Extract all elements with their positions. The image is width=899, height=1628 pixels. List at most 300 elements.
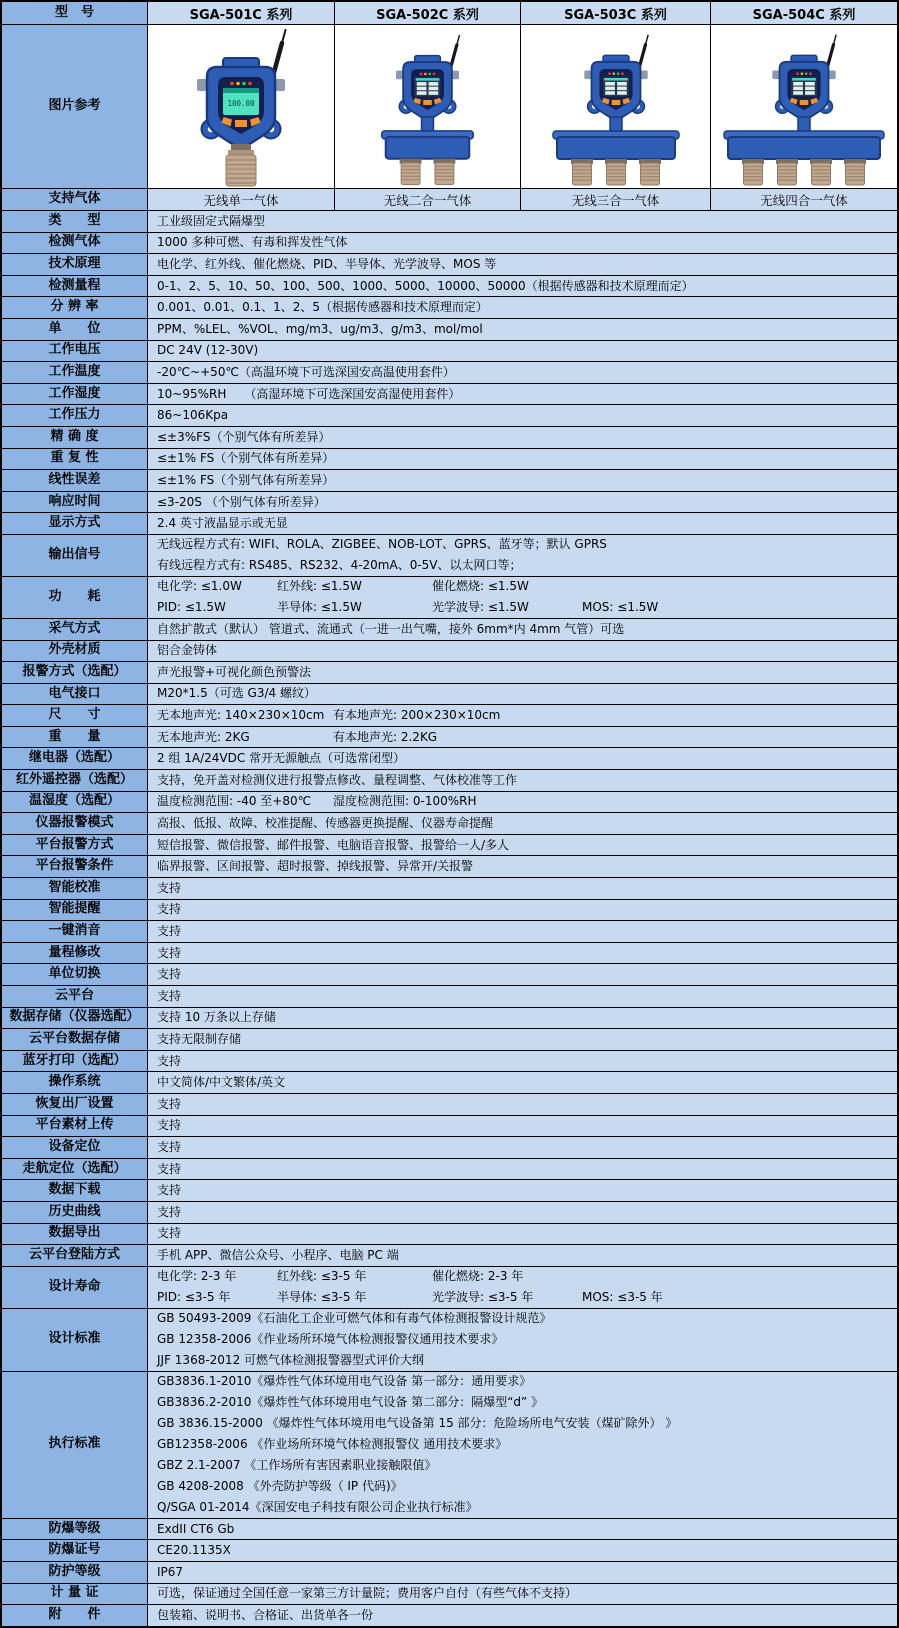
value-line [157, 1029, 897, 1050]
value-segment: 支持 [157, 1161, 182, 1176]
supported-gas-2: 无线二合一气体 [335, 189, 521, 210]
value-segment: 10~95%RH （高湿环境下可选深国安高湿使用套件） [157, 386, 461, 401]
value-line [157, 1072, 897, 1093]
value-segment: ≤±3%FS（个别气体有所差异） [157, 429, 331, 444]
value-line [157, 276, 897, 297]
spec-row [2, 534, 897, 576]
value-line [157, 683, 897, 704]
row-value [148, 1159, 897, 1180]
value-segment: ≤3-20S （个别气体有所差异） [157, 494, 326, 509]
value-segment: 支持 [157, 924, 182, 939]
value-line [157, 1413, 897, 1434]
spec-row [2, 576, 897, 618]
row-value [148, 492, 897, 513]
row-value [148, 900, 897, 921]
row-value [148, 641, 897, 662]
row-value [148, 1519, 897, 1540]
row-label: 云平台登陆方式 [2, 1245, 148, 1266]
value-line [157, 492, 897, 513]
row-value [148, 513, 897, 534]
row-label: 数据下载 [2, 1180, 148, 1201]
row-value [148, 1309, 897, 1371]
row-label: 输出信号 [2, 535, 148, 576]
value-segment: ≤±1% FS（个别气体有所差异） [157, 472, 335, 487]
value-segment: 电化学: ≤1.0W [157, 579, 242, 594]
value-line [157, 1115, 897, 1136]
row-label: 单 位 [2, 319, 148, 340]
row-label: 温湿度（选配） [2, 792, 148, 813]
value-segment: -20℃~+50℃（高温环境下可选深国安高温使用套件） [157, 364, 455, 379]
row-label: 历史曲线 [2, 1202, 148, 1223]
row-value [148, 1008, 897, 1029]
product-image-SGA-501C [148, 25, 335, 188]
value-line [157, 232, 897, 253]
row-value [148, 1180, 897, 1201]
row-value [148, 1137, 897, 1158]
value-segment: 支持 [157, 902, 182, 917]
value-segment: 支持 10 万条以上存储 [157, 1010, 276, 1025]
value-segment: 半导体: ≤3-5 年 [277, 1290, 367, 1305]
row-label: 报警方式（选配） [2, 662, 148, 683]
value-segment: GB3836.2-2010《爆炸性气体环境用电气设备 第二部分：隔爆型“d” 》 [157, 1395, 544, 1410]
spec-row [2, 704, 897, 726]
value-line [157, 943, 897, 964]
value-segment: 2 组 1A/24VDC 常开无源触点（可选常闭型） [157, 751, 406, 766]
spec-row [2, 1179, 897, 1201]
value-segment: 手机 APP、微信公众号、小程序、电脑 PC 端 [157, 1247, 399, 1262]
row-label: 尺 寸 [2, 705, 148, 726]
spec-row [2, 747, 897, 769]
row-value [148, 362, 897, 383]
product-photo-SGA-501C [148, 27, 334, 187]
value-segment: 催化燃烧: ≤1.5W [432, 579, 529, 594]
value-line [157, 1094, 897, 1115]
value-segment: 红外线: ≤3-5 年 [277, 1269, 367, 1284]
value-segment: 支持 [157, 1183, 182, 1198]
value-segment: 声光报警+可视化颜色预警法 [157, 664, 312, 679]
value-segment: M20*1.5（可选 G3/4 螺纹） [157, 686, 316, 701]
value-segment: 支持 [157, 988, 182, 1003]
spec-row [2, 899, 897, 921]
value-segment: JJF 1368-2012 可燃气体检测报警器型式评价大纲 [157, 1353, 425, 1368]
row-label: 防爆证号 [2, 1540, 148, 1561]
row-label: 采气方式 [2, 619, 148, 640]
value-line [157, 1287, 897, 1308]
model-header-4: SGA-504C 系列 [711, 2, 897, 24]
value-segment: GB 3836.15-2000 《爆炸性气体环境用电气设备第 15 部分：危险场所电气安装（煤矿除外） 》 [157, 1416, 678, 1431]
value-segment: MOS: ≤1.5W [582, 600, 659, 615]
value-line [157, 405, 897, 426]
value-segment: 工业级固定式隔爆型 [157, 213, 266, 228]
model-header-label: 型 号 [2, 2, 148, 24]
value-segment: 支持 [157, 1053, 182, 1068]
row-label: 检测气体 [2, 233, 148, 254]
value-segment: 电化学、红外线、催化燃烧、PID、半导体、光学波导、MOS 等 [157, 256, 497, 271]
row-label: 量程修改 [2, 943, 148, 964]
spec-row [2, 1071, 897, 1093]
product-photo-SGA-504C [711, 27, 897, 187]
row-value [148, 405, 897, 426]
row-value [148, 986, 897, 1007]
spec-row [2, 1007, 897, 1029]
spec-row [2, 920, 897, 942]
value-line [157, 362, 897, 383]
model-header-1: SGA-501C 系列 [148, 2, 335, 24]
row-label: 执行标准 [2, 1372, 148, 1518]
value-segment: 有本地声光: 200×230×10cm [333, 708, 501, 723]
spec-row [2, 812, 897, 834]
value-line [157, 662, 897, 683]
row-value [148, 878, 897, 899]
value-line [157, 1308, 897, 1329]
row-value [148, 943, 897, 964]
spec-row [2, 1604, 897, 1626]
value-line [157, 1583, 897, 1604]
value-line [157, 770, 897, 791]
value-line [157, 1137, 897, 1158]
value-line [157, 1051, 897, 1072]
spec-row [2, 340, 897, 362]
row-label: 设备定位 [2, 1137, 148, 1158]
row-value [148, 835, 897, 856]
value-segment: 支持 [157, 967, 182, 982]
image-row-label: 图片参考 [2, 25, 148, 188]
row-label: 计 量 证 [2, 1584, 148, 1605]
row-value [148, 684, 897, 705]
row-value [148, 1051, 897, 1072]
value-line [157, 1519, 897, 1540]
row-label: 智能提醒 [2, 900, 148, 921]
value-line [157, 1180, 897, 1201]
row-label: 附 件 [2, 1605, 148, 1626]
spec-row [2, 683, 897, 705]
row-value [148, 921, 897, 942]
value-segment: 支持 [157, 1118, 182, 1133]
value-line [157, 1540, 897, 1561]
row-value [148, 662, 897, 683]
spec-row [2, 1115, 897, 1137]
row-label: 操作系统 [2, 1072, 148, 1093]
value-segment: 包装箱、说明书、合格证、出货单各一份 [157, 1607, 374, 1622]
value-line [157, 576, 897, 597]
value-segment: GB 50493-2009《石油化工企业可燃气体和有毒气体检测报警设计规范》 [157, 1311, 552, 1326]
row-label: 分 辨 率 [2, 297, 148, 318]
value-segment: 无本地声光: 140×230×10cm [157, 708, 325, 723]
row-label: 数据存储（仪器选配） [2, 1008, 148, 1029]
value-line [157, 427, 897, 448]
row-label: 类 型 [2, 211, 148, 232]
row-value [148, 233, 897, 254]
value-line [157, 1350, 897, 1371]
row-value [148, 964, 897, 985]
value-segment: GB12358-2006 《作业场所环境气体检测报警仪 通用技术要求》 [157, 1437, 508, 1452]
value-segment: 支持 [157, 1226, 182, 1241]
spec-row [2, 1308, 897, 1371]
spec-row [2, 1244, 897, 1266]
spec-row [2, 210, 897, 232]
value-segment: 可选，保证通过全国任意一家第三方计量院；费用客户自付（有些气体不支持） [157, 1586, 578, 1601]
spec-row [2, 834, 897, 856]
value-line [157, 727, 897, 748]
supported-gas-1: 无线单一气体 [148, 189, 335, 210]
value-segment: 湿度检测范围: 0-100%RH [333, 794, 477, 809]
row-value [148, 341, 897, 362]
row-label: 重 复 性 [2, 449, 148, 470]
value-line [157, 1007, 897, 1028]
product-photo-SGA-503C [523, 27, 709, 187]
row-label: 技术原理 [2, 254, 148, 275]
value-line [157, 1392, 897, 1413]
value-segment: 光学波导: ≤1.5W [432, 600, 529, 615]
value-segment: 自然扩散式（默认） 管道式、流通式（一进一出气嘴，接外 6mm*内 4mm 气管）可选 [157, 621, 625, 636]
value-line [157, 899, 897, 920]
spec-row [2, 618, 897, 640]
row-label: 检测量程 [2, 276, 148, 297]
spec-row [2, 640, 897, 662]
spec-row [2, 726, 897, 748]
row-value [148, 470, 897, 491]
row-value [148, 427, 897, 448]
row-value [148, 748, 897, 769]
spec-row [2, 963, 897, 985]
value-segment: PID: ≤3-5 年 [157, 1290, 231, 1305]
row-label: 精 确 度 [2, 427, 148, 448]
row-value [148, 1372, 897, 1518]
product-image-row [2, 24, 897, 188]
value-line [157, 254, 897, 275]
value-segment: 有本地声光: 2.2KG [333, 729, 438, 744]
spec-row [2, 1583, 897, 1605]
value-segment: 无本地声光: 2KG [157, 729, 250, 744]
value-segment: 高报、低报、故障、校准提醒、传感器更换提醒、仪器寿命提醒 [157, 816, 494, 831]
value-line [157, 748, 897, 769]
row-label: 工作温度 [2, 362, 148, 383]
row-value [148, 1094, 897, 1115]
row-value [148, 1562, 897, 1583]
spec-row [2, 1223, 897, 1245]
row-value [148, 384, 897, 405]
value-line [157, 835, 897, 856]
value-segment: 催化燃烧: 2-3 年 [432, 1269, 524, 1284]
row-value [148, 705, 897, 726]
spec-row [2, 232, 897, 254]
header-row [2, 2, 897, 24]
value-segment: 无线远程方式有: WIFI、ROLA、ZIGBEE、NOB-LOT、GPRS、蓝牙等；默认 GPRS [157, 537, 607, 552]
value-segment: GBZ 2.1-2007 《工作场所有害因素职业接触限值》 [157, 1458, 437, 1473]
row-value [148, 856, 897, 877]
spec-row [2, 1266, 897, 1308]
row-label: 数据导出 [2, 1224, 148, 1245]
row-label: 平台报警方式 [2, 835, 148, 856]
model-header-2: SGA-502C 系列 [335, 2, 521, 24]
gas-row-label: 支持气体 [2, 189, 148, 210]
row-value [148, 211, 897, 232]
value-segment: 2.4 英寸液晶显示或无显 [157, 516, 288, 531]
value-segment: 支持 [157, 1139, 182, 1154]
spec-row [2, 275, 897, 297]
spec-row [2, 661, 897, 683]
row-label: 走航定位（选配） [2, 1159, 148, 1180]
spec-row [2, 1050, 897, 1072]
row-label: 蓝牙打印（选配） [2, 1051, 148, 1072]
value-line [157, 1605, 897, 1626]
row-label: 显示方式 [2, 513, 148, 534]
value-segment: 支持 [157, 945, 182, 960]
value-segment: CE20.1135X [157, 1543, 231, 1558]
row-value [148, 535, 897, 576]
spec-row [2, 1028, 897, 1050]
row-label: 防爆等级 [2, 1519, 148, 1540]
row-value [148, 1224, 897, 1245]
value-segment: 支持 [157, 880, 182, 895]
row-value [148, 1605, 897, 1626]
value-segment: 电化学: 2-3 年 [157, 1269, 237, 1284]
value-line [157, 555, 897, 576]
value-line [157, 791, 897, 812]
spec-row [2, 426, 897, 448]
row-value [148, 727, 897, 748]
spec-row [2, 1561, 897, 1583]
value-segment: 铝合金铸体 [157, 643, 218, 658]
value-line [157, 1329, 897, 1350]
value-line [157, 211, 897, 232]
row-value [148, 1267, 897, 1308]
row-value [148, 792, 897, 813]
row-label: 单位切换 [2, 964, 148, 985]
value-line [157, 1159, 897, 1180]
spec-row [2, 491, 897, 513]
spec-row [2, 985, 897, 1007]
supported-gas-3: 无线三合一气体 [521, 189, 711, 210]
value-segment: MOS: ≤3-5 年 [582, 1290, 663, 1305]
value-segment: Q/SGA 01-2014《深国安电子科技有限公司企业执行标准》 [157, 1500, 478, 1515]
value-segment: 1000 多种可燃、有毒和挥发性气体 [157, 235, 348, 250]
value-line [157, 878, 897, 899]
value-line [157, 964, 897, 985]
row-label: 设计寿命 [2, 1267, 148, 1308]
product-image-SGA-503C [521, 25, 711, 188]
spec-row [2, 1201, 897, 1223]
value-line [157, 1562, 897, 1583]
spec-row [2, 942, 897, 964]
value-line [157, 597, 897, 618]
row-label: 设计标准 [2, 1309, 148, 1371]
value-segment: 半导体: ≤1.5W [277, 600, 362, 615]
value-segment: ExdII CT6 Gb [157, 1521, 235, 1536]
value-line [157, 856, 897, 877]
row-value [148, 1029, 897, 1050]
spec-row [2, 318, 897, 340]
row-value [148, 619, 897, 640]
row-value [148, 449, 897, 470]
spec-row [2, 769, 897, 791]
value-line [157, 340, 897, 361]
row-label: 线性误差 [2, 470, 148, 491]
row-label: 云平台 [2, 986, 148, 1007]
spec-row [2, 253, 897, 275]
product-image-SGA-502C [335, 25, 521, 188]
row-value [148, 297, 897, 318]
spec-row [2, 1136, 897, 1158]
row-value [148, 1584, 897, 1605]
value-line [157, 813, 897, 834]
value-segment: PID: ≤1.5W [157, 600, 226, 615]
spec-row [2, 1158, 897, 1180]
row-value [148, 577, 897, 618]
row-label: 红外遥控器（选配） [2, 770, 148, 791]
row-value [148, 319, 897, 340]
row-value [148, 254, 897, 275]
row-label: 智能校准 [2, 878, 148, 899]
row-label: 仪器报警模式 [2, 813, 148, 834]
value-line [157, 470, 897, 491]
value-line [157, 319, 897, 340]
value-line [157, 705, 897, 726]
product-photo-SGA-502C [335, 27, 520, 187]
row-label: 工作湿度 [2, 384, 148, 405]
value-line [157, 1223, 897, 1244]
model-header-3: SGA-503C 系列 [521, 2, 711, 24]
value-line [157, 1202, 897, 1223]
supported-gas-4: 无线四合一气体 [711, 189, 897, 210]
row-label: 一键消音 [2, 921, 148, 942]
value-line [157, 513, 897, 534]
spec-row [2, 1093, 897, 1115]
value-segment: 支持 [157, 1096, 182, 1111]
spec-row [2, 855, 897, 877]
value-segment: 温度检测范围: -40 至+80℃ [157, 794, 312, 809]
value-segment: GB3836.1-2010《爆炸性气体环境用电气设备 第一部分：通用要求》 [157, 1374, 532, 1389]
value-line [157, 1371, 897, 1392]
row-label: 继电器（选配） [2, 748, 148, 769]
value-line [157, 640, 897, 661]
spec-row [2, 877, 897, 899]
spec-row [2, 1539, 897, 1561]
row-label: 防护等级 [2, 1562, 148, 1583]
spec-row [2, 1518, 897, 1540]
row-label: 工作压力 [2, 405, 148, 426]
row-label: 云平台数据存储 [2, 1029, 148, 1050]
spec-row [2, 296, 897, 318]
value-line [157, 1266, 897, 1287]
row-label: 工作电压 [2, 341, 148, 362]
row-value [148, 1072, 897, 1093]
spec-row [2, 448, 897, 470]
row-label: 响应时间 [2, 492, 148, 513]
value-line [157, 1497, 897, 1518]
value-segment: GB 4208-2008 《外壳防护等级（ IP 代码)》 [157, 1479, 403, 1494]
value-segment: 支持，免开盖对检测仪进行报警点修改、量程调整、气体校准等工作 [157, 772, 518, 787]
value-segment: 86~106Kpa [157, 408, 229, 423]
spec-row [2, 1371, 897, 1518]
value-segment: 支持无限制存储 [157, 1031, 242, 1046]
spec-row [2, 791, 897, 813]
row-label: 重 量 [2, 727, 148, 748]
value-line [157, 297, 897, 318]
value-segment: IP67 [157, 1564, 184, 1579]
row-label: 平台报警条件 [2, 856, 148, 877]
value-line [157, 1455, 897, 1476]
value-segment: 0.001、0.01、0.1、1、2、5（根据传感器和技术原理而定） [157, 300, 489, 315]
value-segment: 中文简体/中文繁体/英文 [157, 1075, 286, 1090]
row-value [148, 1245, 897, 1266]
value-segment: 红外线: ≤1.5W [277, 579, 362, 594]
value-segment: ≤±1% FS（个别气体有所差异） [157, 451, 335, 466]
value-line [157, 1245, 897, 1266]
spec-row [2, 383, 897, 405]
row-value [148, 1540, 897, 1561]
value-segment: GB 12358-2006《作业场所环境气体检测报警仪通用技术要求》 [157, 1332, 504, 1347]
